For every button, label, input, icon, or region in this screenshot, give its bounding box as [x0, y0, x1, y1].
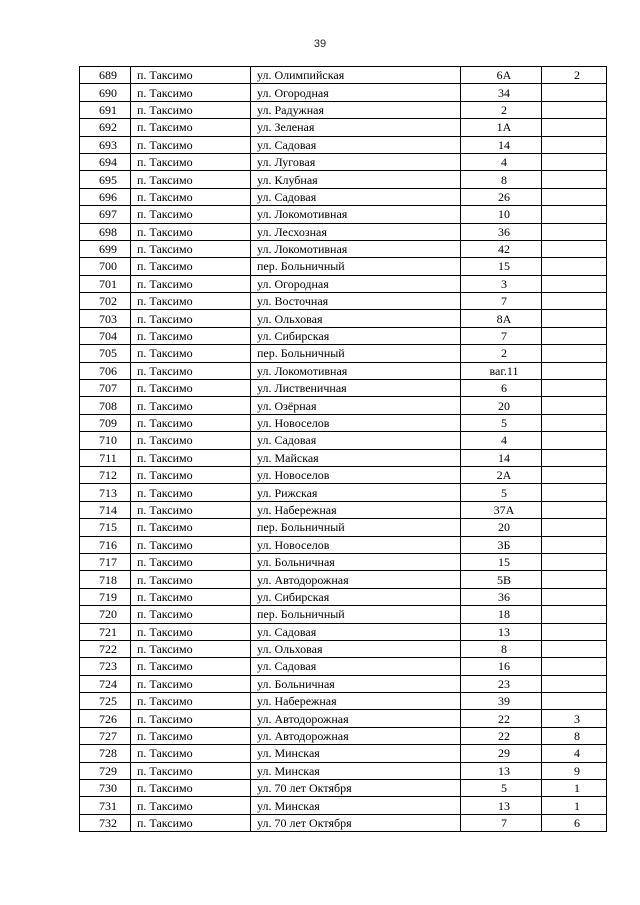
- row-number-cell: 732: [80, 814, 131, 831]
- house-number-cell: 3: [461, 275, 542, 292]
- apartment-number-cell: [542, 449, 607, 466]
- house-number-cell: 22: [461, 727, 542, 744]
- table-row: [80, 414, 607, 431]
- house-number-cell: 18: [461, 606, 542, 623]
- street-cell: ул. Садовая: [251, 136, 461, 153]
- street-cell: ул. Новоселов: [251, 466, 461, 483]
- locality-cell: п. Таксимо: [131, 727, 251, 744]
- street-cell: ул. Локомотивная: [251, 362, 461, 379]
- table-row: [80, 536, 607, 553]
- apartment-number-cell: [542, 119, 607, 136]
- apartment-number-cell: [542, 293, 607, 310]
- apartment-number-cell: [542, 206, 607, 223]
- row-number-cell: 707: [80, 380, 131, 397]
- table-row: [80, 466, 607, 483]
- locality-cell: п. Таксимо: [131, 119, 251, 136]
- apartment-number-cell: [542, 501, 607, 518]
- table-row: [80, 780, 607, 797]
- locality-cell: п. Таксимо: [131, 780, 251, 797]
- row-number-cell: 690: [80, 84, 131, 101]
- table-row: [80, 710, 607, 727]
- table-row: [80, 258, 607, 275]
- apartment-number-cell: [542, 466, 607, 483]
- locality-cell: п. Таксимо: [131, 223, 251, 240]
- apartment-number-cell: [542, 275, 607, 292]
- row-number-cell: 711: [80, 449, 131, 466]
- house-number-cell: 36: [461, 223, 542, 240]
- table-row: [80, 362, 607, 379]
- street-cell: ул. Олимпийская: [251, 67, 461, 84]
- apartment-number-cell: [542, 675, 607, 692]
- street-cell: ул. Восточная: [251, 293, 461, 310]
- house-number-cell: 29: [461, 745, 542, 762]
- house-number-cell: 22: [461, 710, 542, 727]
- apartment-number-cell: [542, 380, 607, 397]
- locality-cell: п. Таксимо: [131, 814, 251, 831]
- street-cell: ул. Сибирская: [251, 588, 461, 605]
- apartment-number-cell: [542, 432, 607, 449]
- locality-cell: п. Таксимо: [131, 693, 251, 710]
- locality-cell: п. Таксимо: [131, 206, 251, 223]
- apartment-number-cell: [542, 84, 607, 101]
- street-cell: ул. Садовая: [251, 623, 461, 640]
- table-row: [80, 814, 607, 831]
- apartment-number-cell: 1: [542, 797, 607, 814]
- table-row: [80, 327, 607, 344]
- house-number-cell: 42: [461, 240, 542, 257]
- row-number-cell: 704: [80, 327, 131, 344]
- street-cell: ул. Зеленая: [251, 119, 461, 136]
- locality-cell: п. Таксимо: [131, 84, 251, 101]
- row-number-cell: 729: [80, 762, 131, 779]
- street-cell: ул. Новоселов: [251, 536, 461, 553]
- apartment-number-cell: [542, 362, 607, 379]
- apartment-number-cell: [542, 240, 607, 257]
- row-number-cell: 717: [80, 553, 131, 570]
- table-row: [80, 206, 607, 223]
- table-row: [80, 675, 607, 692]
- table-row: [80, 606, 607, 623]
- apartment-number-cell: [542, 397, 607, 414]
- table-row: [80, 397, 607, 414]
- street-cell: ул. Рижская: [251, 484, 461, 501]
- table-row: [80, 136, 607, 153]
- apartment-number-cell: [542, 623, 607, 640]
- street-cell: ул. Набережная: [251, 501, 461, 518]
- street-cell: ул. Садовая: [251, 188, 461, 205]
- house-number-cell: 2А: [461, 466, 542, 483]
- table-row: [80, 171, 607, 188]
- apartment-number-cell: [542, 606, 607, 623]
- house-number-cell: 1А: [461, 119, 542, 136]
- row-number-cell: 716: [80, 536, 131, 553]
- table-row: [80, 188, 607, 205]
- table-row: [80, 519, 607, 536]
- house-number-cell: 7: [461, 327, 542, 344]
- locality-cell: п. Таксимо: [131, 153, 251, 170]
- locality-cell: п. Таксимо: [131, 466, 251, 483]
- row-number-cell: 726: [80, 710, 131, 727]
- apartment-number-cell: 4: [542, 745, 607, 762]
- apartment-number-cell: [542, 536, 607, 553]
- house-number-cell: 6А: [461, 67, 542, 84]
- house-number-cell: 14: [461, 449, 542, 466]
- locality-cell: п. Таксимо: [131, 658, 251, 675]
- row-number-cell: 702: [80, 293, 131, 310]
- locality-cell: п. Таксимо: [131, 188, 251, 205]
- locality-cell: п. Таксимо: [131, 171, 251, 188]
- table-row: [80, 745, 607, 762]
- table-row: [80, 727, 607, 744]
- street-cell: ул. Больничная: [251, 553, 461, 570]
- row-number-cell: 701: [80, 275, 131, 292]
- street-cell: ул. Радужная: [251, 101, 461, 118]
- street-cell: ул. 70 лет Октября: [251, 814, 461, 831]
- house-number-cell: 20: [461, 397, 542, 414]
- row-number-cell: 706: [80, 362, 131, 379]
- locality-cell: п. Таксимо: [131, 501, 251, 518]
- table-row: [80, 275, 607, 292]
- table-row: [80, 588, 607, 605]
- house-number-cell: 5: [461, 414, 542, 431]
- table-row: [80, 762, 607, 779]
- row-number-cell: 693: [80, 136, 131, 153]
- table-row: [80, 501, 607, 518]
- row-number-cell: 692: [80, 119, 131, 136]
- table-row: [80, 623, 607, 640]
- street-cell: ул. Набережная: [251, 693, 461, 710]
- apartment-number-cell: [542, 223, 607, 240]
- street-cell: ул. Садовая: [251, 658, 461, 675]
- row-number-cell: 696: [80, 188, 131, 205]
- row-number-cell: 703: [80, 310, 131, 327]
- house-number-cell: 8А: [461, 310, 542, 327]
- table-row: [80, 119, 607, 136]
- locality-cell: п. Таксимо: [131, 362, 251, 379]
- row-number-cell: 728: [80, 745, 131, 762]
- street-cell: ул. Автодорожная: [251, 710, 461, 727]
- house-number-cell: 4: [461, 153, 542, 170]
- row-number-cell: 710: [80, 432, 131, 449]
- house-number-cell: 14: [461, 136, 542, 153]
- street-cell: ул. Больничная: [251, 675, 461, 692]
- row-number-cell: 727: [80, 727, 131, 744]
- apartment-number-cell: 6: [542, 814, 607, 831]
- page-number: 39: [313, 38, 327, 50]
- house-number-cell: 5: [461, 780, 542, 797]
- locality-cell: п. Таксимо: [131, 606, 251, 623]
- table-row: [80, 658, 607, 675]
- street-cell: ул. Ольховая: [251, 310, 461, 327]
- table-row: [80, 797, 607, 814]
- locality-cell: п. Таксимо: [131, 623, 251, 640]
- apartment-number-cell: [542, 101, 607, 118]
- house-number-cell: 4: [461, 432, 542, 449]
- house-number-cell: 26: [461, 188, 542, 205]
- street-cell: ул. Озёрная: [251, 397, 461, 414]
- apartment-number-cell: [542, 258, 607, 275]
- house-number-cell: 39: [461, 693, 542, 710]
- table-row: [80, 101, 607, 118]
- street-cell: ул. Ольховая: [251, 640, 461, 657]
- street-cell: ул. Лиственичная: [251, 380, 461, 397]
- house-number-cell: 13: [461, 797, 542, 814]
- row-number-cell: 691: [80, 101, 131, 118]
- row-number-cell: 689: [80, 67, 131, 84]
- table-row: [80, 380, 607, 397]
- house-number-cell: 23: [461, 675, 542, 692]
- table-row: [80, 345, 607, 362]
- table-row: [80, 571, 607, 588]
- row-number-cell: 725: [80, 693, 131, 710]
- row-number-cell: 724: [80, 675, 131, 692]
- table-row: [80, 153, 607, 170]
- apartment-number-cell: [542, 414, 607, 431]
- house-number-cell: 13: [461, 762, 542, 779]
- apartment-number-cell: [542, 658, 607, 675]
- table-row: [80, 640, 607, 657]
- locality-cell: п. Таксимо: [131, 640, 251, 657]
- house-number-cell: 10: [461, 206, 542, 223]
- row-number-cell: 695: [80, 171, 131, 188]
- locality-cell: п. Таксимо: [131, 710, 251, 727]
- apartment-number-cell: [542, 588, 607, 605]
- locality-cell: п. Таксимо: [131, 588, 251, 605]
- house-number-cell: 6: [461, 380, 542, 397]
- row-number-cell: 697: [80, 206, 131, 223]
- table-row: [80, 223, 607, 240]
- apartment-number-cell: 9: [542, 762, 607, 779]
- row-number-cell: 699: [80, 240, 131, 257]
- street-cell: пер. Больничный: [251, 519, 461, 536]
- house-number-cell: 8: [461, 640, 542, 657]
- locality-cell: п. Таксимо: [131, 519, 251, 536]
- street-cell: ул. Лесхозная: [251, 223, 461, 240]
- locality-cell: п. Таксимо: [131, 345, 251, 362]
- apartment-number-cell: 8: [542, 727, 607, 744]
- locality-cell: п. Таксимо: [131, 136, 251, 153]
- locality-cell: п. Таксимо: [131, 449, 251, 466]
- street-cell: пер. Больничный: [251, 258, 461, 275]
- apartment-number-cell: [542, 484, 607, 501]
- street-cell: ул. 70 лет Октября: [251, 780, 461, 797]
- row-number-cell: 723: [80, 658, 131, 675]
- locality-cell: п. Таксимо: [131, 675, 251, 692]
- street-cell: ул. Огородная: [251, 84, 461, 101]
- locality-cell: п. Таксимо: [131, 240, 251, 257]
- house-number-cell: 36: [461, 588, 542, 605]
- locality-cell: п. Таксимо: [131, 553, 251, 570]
- apartment-number-cell: 2: [542, 67, 607, 84]
- house-number-cell: ваг.11: [461, 362, 542, 379]
- locality-cell: п. Таксимо: [131, 67, 251, 84]
- table-row: [80, 240, 607, 257]
- street-cell: пер. Больничный: [251, 345, 461, 362]
- house-number-cell: 20: [461, 519, 542, 536]
- row-number-cell: 712: [80, 466, 131, 483]
- street-cell: ул. Автодорожная: [251, 727, 461, 744]
- row-number-cell: 722: [80, 640, 131, 657]
- row-number-cell: 709: [80, 414, 131, 431]
- row-number-cell: 713: [80, 484, 131, 501]
- apartment-number-cell: [542, 310, 607, 327]
- street-cell: ул. Новоселов: [251, 414, 461, 431]
- row-number-cell: 700: [80, 258, 131, 275]
- house-number-cell: 5В: [461, 571, 542, 588]
- street-cell: ул. Сибирская: [251, 327, 461, 344]
- house-number-cell: 37А: [461, 501, 542, 518]
- locality-cell: п. Таксимо: [131, 536, 251, 553]
- house-number-cell: 2: [461, 101, 542, 118]
- table-row: [80, 484, 607, 501]
- table-row: [80, 84, 607, 101]
- table-row: [80, 449, 607, 466]
- row-number-cell: 715: [80, 519, 131, 536]
- row-number-cell: 714: [80, 501, 131, 518]
- house-number-cell: 15: [461, 258, 542, 275]
- locality-cell: п. Таксимо: [131, 397, 251, 414]
- locality-cell: п. Таксимо: [131, 293, 251, 310]
- house-number-cell: 7: [461, 814, 542, 831]
- street-cell: ул. Садовая: [251, 432, 461, 449]
- row-number-cell: 698: [80, 223, 131, 240]
- table-row: [80, 67, 607, 84]
- locality-cell: п. Таксимо: [131, 484, 251, 501]
- address-table-body: [80, 67, 607, 832]
- street-cell: ул. Майская: [251, 449, 461, 466]
- row-number-cell: 705: [80, 345, 131, 362]
- street-cell: пер. Больничный: [251, 606, 461, 623]
- apartment-number-cell: [542, 136, 607, 153]
- apartment-number-cell: 1: [542, 780, 607, 797]
- row-number-cell: 721: [80, 623, 131, 640]
- locality-cell: п. Таксимо: [131, 258, 251, 275]
- street-cell: ул. Луговая: [251, 153, 461, 170]
- locality-cell: п. Таксимо: [131, 762, 251, 779]
- locality-cell: п. Таксимо: [131, 327, 251, 344]
- row-number-cell: 718: [80, 571, 131, 588]
- locality-cell: п. Таксимо: [131, 310, 251, 327]
- row-number-cell: 694: [80, 153, 131, 170]
- locality-cell: п. Таксимо: [131, 745, 251, 762]
- row-number-cell: 708: [80, 397, 131, 414]
- house-number-cell: 8: [461, 171, 542, 188]
- house-number-cell: 13: [461, 623, 542, 640]
- table-row: [80, 553, 607, 570]
- house-number-cell: 16: [461, 658, 542, 675]
- locality-cell: п. Таксимо: [131, 432, 251, 449]
- row-number-cell: 720: [80, 606, 131, 623]
- table-row: [80, 310, 607, 327]
- row-number-cell: 730: [80, 780, 131, 797]
- locality-cell: п. Таксимо: [131, 101, 251, 118]
- house-number-cell: 2: [461, 345, 542, 362]
- apartment-number-cell: [542, 553, 607, 570]
- street-cell: ул. Минская: [251, 745, 461, 762]
- apartment-number-cell: [542, 640, 607, 657]
- street-cell: ул. Локомотивная: [251, 240, 461, 257]
- street-cell: ул. Огородная: [251, 275, 461, 292]
- locality-cell: п. Таксимо: [131, 797, 251, 814]
- table-row: [80, 432, 607, 449]
- row-number-cell: 719: [80, 588, 131, 605]
- house-number-cell: 15: [461, 553, 542, 570]
- house-number-cell: 34: [461, 84, 542, 101]
- table-row: [80, 693, 607, 710]
- street-cell: ул. Локомотивная: [251, 206, 461, 223]
- locality-cell: п. Таксимо: [131, 571, 251, 588]
- apartment-number-cell: 3: [542, 710, 607, 727]
- street-cell: ул. Минская: [251, 762, 461, 779]
- locality-cell: п. Таксимо: [131, 275, 251, 292]
- street-cell: ул. Автодорожная: [251, 571, 461, 588]
- apartment-number-cell: [542, 171, 607, 188]
- apartment-number-cell: [542, 693, 607, 710]
- street-cell: ул. Минская: [251, 797, 461, 814]
- apartment-number-cell: [542, 153, 607, 170]
- house-number-cell: 7: [461, 293, 542, 310]
- house-number-cell: 5: [461, 484, 542, 501]
- table-row: [80, 293, 607, 310]
- house-number-cell: 3Б: [461, 536, 542, 553]
- apartment-number-cell: [542, 345, 607, 362]
- locality-cell: п. Таксимо: [131, 380, 251, 397]
- street-cell: ул. Клубная: [251, 171, 461, 188]
- apartment-number-cell: [542, 519, 607, 536]
- address-table: [79, 66, 607, 832]
- apartment-number-cell: [542, 327, 607, 344]
- row-number-cell: 731: [80, 797, 131, 814]
- apartment-number-cell: [542, 188, 607, 205]
- apartment-number-cell: [542, 571, 607, 588]
- locality-cell: п. Таксимо: [131, 414, 251, 431]
